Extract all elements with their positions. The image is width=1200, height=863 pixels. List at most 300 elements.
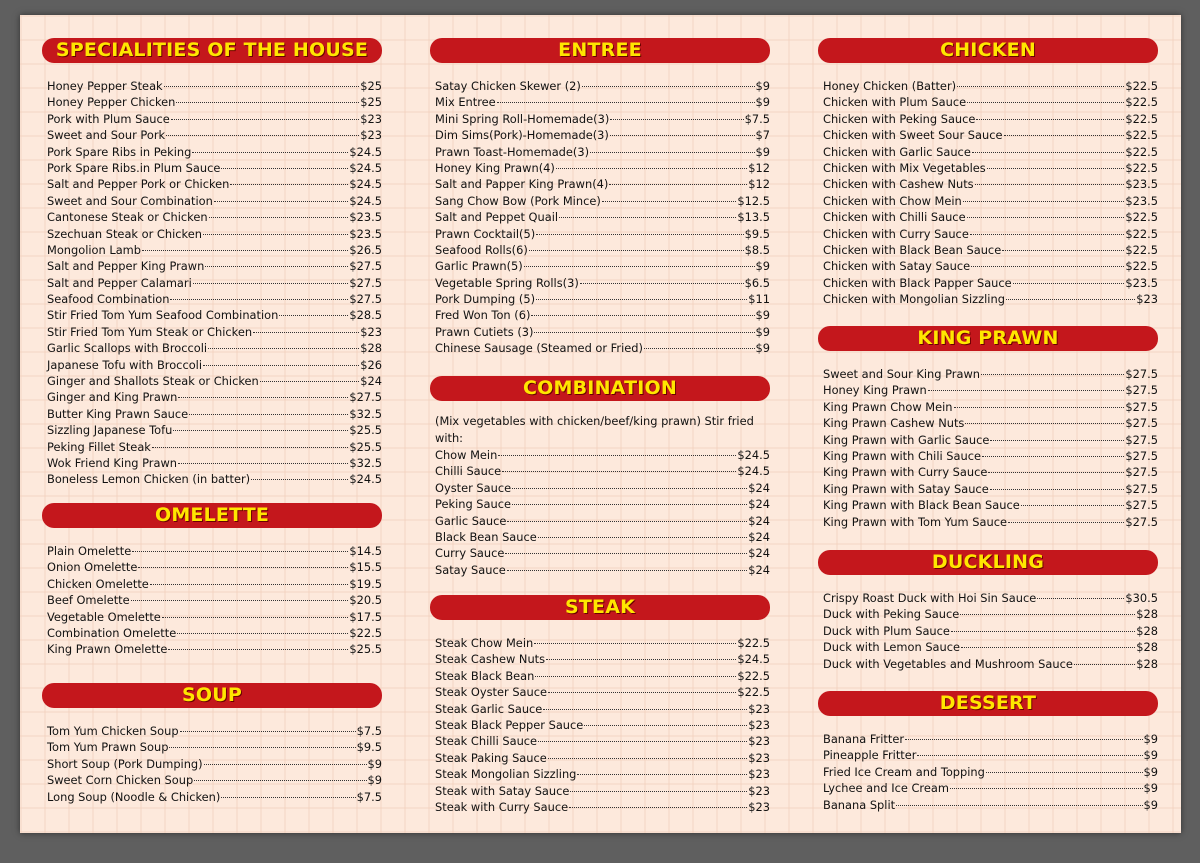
menu-item-name: Peking Fillet Steak [47,439,151,454]
menu-item-name: Chinese Sausage (Steamed or Fried) [435,341,643,356]
dot-leader [584,725,747,726]
menu-item-price: $26.5 [349,242,382,257]
menu-item-price: $24.5 [349,144,382,159]
menu-item [47,324,382,340]
menu-item [435,799,770,815]
menu-item-name: Sweet and Sour Combination [47,193,213,208]
menu-item [47,389,382,405]
menu-item-price: $28 [360,341,382,356]
dot-leader [896,805,1142,806]
dot-leader [990,440,1124,441]
menu-item [823,590,1158,606]
dot-leader [559,217,736,218]
menu-item-name: Garlic Scallops with Broccoli [47,341,208,356]
dot-leader [1004,135,1125,136]
section-title: SOUP [42,683,382,708]
menu-item [47,373,382,389]
menu-item-name: Curry Sauce [435,546,505,561]
menu-item-name: Honey King Prawn(4) [435,160,555,175]
menu-item-name: King Prawn with Garlic Sauce [823,432,990,447]
menu-item [435,258,770,274]
menu-item-name: Chicken with Garlic Sauce [823,144,971,159]
dot-leader [967,102,1124,103]
menu-item [823,78,1158,94]
dot-leader [975,184,1125,185]
dot-leader [193,283,349,284]
menu-item [823,780,1158,796]
dot-leader [512,488,747,489]
menu-section [818,691,1158,813]
menu-item-price: $22.5 [737,636,770,650]
dot-leader [498,455,736,456]
menu-item-price: $27.5 [1125,514,1158,529]
menu-item-name: King Prawn with Chili Sauce [823,448,981,463]
dot-leader [602,201,737,202]
menu-item-price: $23.5 [1125,275,1158,290]
menu-item-name: Ginger and Shallots Steak or Chicken [47,374,259,389]
menu-item [435,783,770,799]
dot-leader [531,315,754,316]
menu-item-name: Boneless Lemon Chicken (in batter) [47,472,251,487]
menu-item-name: Steak Chow Mein [435,636,534,650]
dot-leader [570,791,747,792]
dot-leader [982,456,1124,457]
menu-item-price: $17.5 [349,609,382,624]
menu-item-name: Mongolion Lamb [47,242,142,257]
menu-item-price: $25.5 [349,642,382,657]
menu-item-name: Beef Omelette [47,593,130,608]
dot-leader [173,430,348,431]
menu-item-price: $27.5 [1125,465,1158,480]
menu-item-price: $9 [1143,764,1158,779]
menu-item-list [430,635,770,815]
menu-item-name: Honey King Prawn [823,383,927,398]
dot-leader [166,135,359,136]
dot-leader [970,234,1125,235]
menu-item-name: King Prawn with Curry Sauce [823,465,988,480]
menu-item [435,668,770,684]
menu-item-price: $23.5 [349,210,382,225]
menu-item-name: King Prawn Chow Mein [823,399,953,414]
dot-leader [986,772,1143,773]
menu-item-name: Steak Black Pepper Sauce [435,717,584,732]
menu-item-price: $22.5 [1125,226,1158,241]
dot-leader [967,217,1125,218]
dot-leader [548,758,747,759]
menu-item-name: Chicken with Satay Sauce [823,259,971,274]
menu-item [47,78,382,94]
dot-leader [548,692,736,693]
menu-item-name: Steak with Curry Sauce [435,799,569,814]
dot-leader [203,365,359,366]
menu-item [435,160,770,176]
menu-item [47,127,382,143]
dot-leader [171,119,359,120]
menu-item [435,717,770,733]
menu-item-name: Dim Sims(Pork)-Homemade(3) [435,128,609,143]
menu-item-name: Chicken with Black Papper Sauce [823,275,1012,290]
menu-item-name: Seafood Rolls(6) [435,242,528,257]
menu-item-name: Satay Chicken Skewer (2) [435,79,581,93]
dot-leader [957,86,1124,87]
menu-item-name: Mix Entree [435,95,496,110]
menu-item-name: Combination Omelette [47,625,177,640]
menu-item [435,562,770,578]
dot-leader [556,168,747,169]
menu-item-price: $27.5 [1125,399,1158,414]
menu-item-price: $22.5 [1125,111,1158,126]
dot-leader [905,739,1142,740]
menu-item-name: Onion Omelette [47,560,138,575]
menu-item-name: Steak Mongolian Sizzling [435,767,577,782]
menu-item [435,242,770,258]
dot-leader [971,266,1124,267]
section-title: STEAK [430,595,770,620]
menu-item-price: $8.5 [744,242,770,257]
menu-item [823,448,1158,464]
menu-item-name: Steak with Satay Sauce [435,783,570,798]
menu-item [47,625,382,641]
menu-item-name: Tom Yum Chicken Soup [47,724,179,738]
menu-item-price: $22.5 [1125,160,1158,175]
menu-item-price: $27.5 [1125,383,1158,398]
menu-item [435,275,770,291]
menu-section [42,38,382,488]
dot-leader [577,774,747,775]
menu-item [823,399,1158,415]
menu-item-price: $9 [367,773,382,788]
menu-item-price: $9 [755,79,770,93]
menu-item [435,701,770,717]
menu-item [47,94,382,110]
menu-item [47,357,382,373]
menu-item-name: Salt and Pepper Calamari [47,275,192,290]
menu-item-name: Vegetable Omelette [47,609,161,624]
dot-leader [536,299,747,300]
menu-item-price: $22.5 [1125,242,1158,257]
dot-leader [178,463,348,464]
menu-item-price: $28 [1136,623,1158,638]
menu-item [47,756,382,772]
menu-item [47,609,382,625]
menu-item-name: Duck with Vegetables and Mushroom Sauce [823,656,1073,671]
menu-item [47,772,382,788]
dot-leader [1037,598,1124,599]
menu-item [823,432,1158,448]
menu-item [435,545,770,561]
dot-leader [1002,250,1124,251]
menu-item [823,606,1158,622]
menu-item [435,340,770,356]
menu-item [823,160,1158,176]
menu-section [818,38,1158,307]
menu-item-name: King Prawn with Black Bean Sauce [823,498,1020,513]
menu-item-price: $23 [748,799,770,814]
menu-item-name: Steak Paking Sauce [435,750,547,765]
menu-item-name: Fred Won Ton (6) [435,308,531,323]
menu-item [823,623,1158,639]
menu-item [435,111,770,127]
menu-item [823,747,1158,763]
dot-leader [972,152,1125,153]
dot-leader [505,553,747,554]
menu-item-name: Banana Fritter [823,732,905,746]
menu-item-price: $22.5 [1125,210,1158,225]
menu-item [47,258,382,274]
menu-item-price: $14.5 [349,544,382,558]
dot-leader [221,797,355,798]
menu-item [47,160,382,176]
menu-item [47,242,382,258]
menu-item-price: $23.5 [349,226,382,241]
menu-item-price: $23 [360,111,382,126]
menu-item-price: $24.5 [349,177,382,192]
menu-item [47,422,382,438]
section-title: KING PRAWN [818,326,1158,351]
dot-leader [543,709,747,710]
menu-item-name: Pork Spare Ribs in Peking [47,144,192,159]
menu-item-name: Vegetable Spring Rolls(3) [435,275,579,290]
menu-item-price: $15.5 [349,560,382,575]
menu-item-price: $7.5 [356,724,382,738]
menu-item-name: Chicken with Chow Mein [823,193,962,208]
dot-leader [950,788,1143,789]
dot-leader [569,807,747,808]
dot-leader [251,479,348,480]
dot-leader [534,643,736,644]
menu-item-price: $9 [1143,748,1158,763]
menu-item [823,764,1158,780]
menu-item [435,635,770,651]
section-title: SPECIALITIES OF THE HOUSE [42,38,382,63]
menu-item-name: Duck with Lemon Sauce [823,640,961,655]
menu-item-price: $23.5 [1125,177,1158,192]
menu-item-name: Chicken with Mix Vegetables [823,160,986,175]
dot-leader [546,659,736,660]
menu-item [823,242,1158,258]
dot-leader [951,631,1135,632]
menu-item-price: $24 [748,513,770,528]
section-note: (Mix vegetables with chicken/beef/king prawn) Stir fried with: [435,414,754,445]
menu-item-price: $30.5 [1125,591,1158,605]
menu-item-name: Sweet and Sour Pork [47,128,166,143]
menu-item-name: King Prawn with Satay Sauce [823,481,989,496]
menu-item [823,797,1158,813]
menu-item-price: $26 [360,357,382,372]
menu-item-price: $24.5 [349,472,382,487]
menu-item [47,739,382,755]
menu-item [823,275,1158,291]
dot-leader [178,397,348,398]
menu-section [42,683,382,805]
section-title: DESSERT [818,691,1158,716]
menu-item [47,307,382,323]
menu-item-price: $23 [748,767,770,782]
dot-leader [961,647,1135,648]
menu-section [430,376,770,578]
menu-item [47,559,382,575]
menu-item-price: $24 [748,546,770,561]
menu-item-price: $24 [748,480,770,495]
menu-item [435,78,770,94]
menu-item-price: $22.5 [349,625,382,640]
menu-item-name: Pork with Plum Sauce [47,111,170,126]
menu-item-price: $27.5 [349,275,382,290]
menu-item [435,209,770,225]
menu-item-name: Chicken Omelette [47,576,149,591]
menu-item-price: $9 [755,324,770,339]
menu-item-price: $12 [748,177,770,192]
dot-leader [176,102,359,103]
menu-item [435,447,770,463]
menu-item [47,193,382,209]
dot-leader [279,315,348,316]
menu-item-price: $22.5 [1125,95,1158,110]
menu-item [823,731,1158,747]
menu-item-price: $27.5 [1125,481,1158,496]
menu-item-name: Chilli Sauce [435,464,502,479]
menu-item-name: Honey Chicken (Batter) [823,79,957,93]
menu-item [823,497,1158,513]
menu-item-price: $27.5 [349,259,382,274]
menu-item-price: $24.5 [349,193,382,208]
dot-leader [150,584,349,585]
dot-leader [538,537,747,538]
menu-item-name: Garlic Prawn(5) [435,259,523,274]
menu-item-name: Lychee and Ice Cream [823,781,949,796]
menu-item-price: $9.5 [356,740,382,755]
menu-item-price: $27.5 [1125,498,1158,513]
dot-leader [529,250,744,251]
dot-leader [1074,664,1135,665]
dot-leader [1008,522,1124,523]
menu-item-list [818,731,1158,813]
dot-leader [192,152,348,153]
dot-leader [580,283,744,284]
menu-item-name: Peking Sauce [435,497,512,512]
menu-item-price: $28 [1136,607,1158,622]
menu-item [47,111,382,127]
menu-item-price: $28.5 [349,308,382,323]
menu-item-name: Steak Cashew Nuts [435,652,546,667]
menu-item [435,193,770,209]
menu-item-name: Chicken with Black Bean Sauce [823,242,1002,257]
dot-leader [987,168,1125,169]
dot-leader [990,489,1125,490]
menu-item-name: Cantonese Steak or Chicken [47,210,208,225]
menu-item [435,94,770,110]
dot-leader [1006,299,1135,300]
menu-item-price: $7.5 [356,789,382,804]
menu-item-list [818,78,1158,307]
dot-leader [214,201,349,202]
dot-leader [132,551,348,552]
dot-leader [152,447,348,448]
dot-leader [917,755,1142,756]
menu-item-name: Pineapple Fritter [823,748,917,763]
menu-item-name: Butter King Prawn Sauce [47,406,189,421]
dot-leader [164,86,360,87]
menu-item [47,291,382,307]
dot-leader [497,102,755,103]
menu-item-price: $7 [755,128,770,143]
dot-leader [538,741,747,742]
menu-item-price: $24 [748,529,770,544]
menu-item-price: $23 [748,734,770,749]
menu-item [435,307,770,323]
menu-item [435,324,770,340]
menu-item-price: $11 [748,292,770,307]
menu-item [823,144,1158,160]
menu-item [47,406,382,422]
dot-leader [582,86,755,87]
menu-item [823,226,1158,242]
dot-leader [180,731,356,732]
menu-item [47,439,382,455]
dot-leader [131,600,349,601]
menu-item-price: $9 [1143,781,1158,796]
menu-item [47,723,382,739]
menu-item-name: King Prawn Omelette [47,642,168,657]
menu-item-name: Prawn Cutiets (3) [435,324,534,339]
menu-item-name: Pork Dumping (5) [435,292,536,307]
menu-item [823,656,1158,672]
dot-leader [535,676,736,677]
menu-item-name: Prawn Toast-Homemade(3) [435,144,590,159]
menu-item [47,226,382,242]
section-title: COMBINATION [430,376,770,401]
dot-leader [253,332,359,333]
menu-item [47,275,382,291]
menu-item-price: $24.5 [737,464,770,479]
menu-item-name: Salt and Pepper Pork or Chicken [47,177,230,192]
menu-item [47,144,382,160]
menu-item-price: $24 [748,562,770,577]
menu-item-name: Fried Ice Cream and Topping [823,764,985,779]
menu-item [435,127,770,143]
menu-item-name: Garlic Sauce [435,513,507,528]
menu-item-price: $22.5 [737,668,770,683]
menu-item [47,455,382,471]
dot-leader [162,617,349,618]
menu-item-price: $27.5 [1125,448,1158,463]
dot-leader [205,266,348,267]
menu-item-name: Plain Omelette [47,544,132,558]
menu-item-name: Mini Spring Roll-Homemade(3) [435,111,610,126]
menu-item-name: Chicken with Chilli Sauce [823,210,966,225]
menu-item [435,226,770,242]
menu-item-name: King Prawn with Tom Yum Sauce [823,514,1007,529]
dot-leader [209,217,349,218]
dot-leader [142,250,348,251]
menu-item-price: $32.5 [349,406,382,421]
menu-item [823,193,1158,209]
section-title: ENTREE [430,38,770,63]
menu-item-price: $27.5 [349,292,382,307]
menu-item-name: Long Soup (Noodle & Chicken) [47,789,221,804]
dot-leader [189,414,348,415]
menu-item [823,415,1158,431]
dot-leader [177,633,348,634]
menu-item-price: $9 [1143,732,1158,746]
menu-item-price: $24.5 [737,448,770,462]
menu-item-name: Stir Fried Tom Yum Seafood Combination [47,308,279,323]
menu-item-list [430,78,770,357]
menu-item [435,176,770,192]
dot-leader [512,504,747,505]
menu-item-price: $23 [1136,292,1158,307]
section-title: DUCKLING [818,550,1158,575]
